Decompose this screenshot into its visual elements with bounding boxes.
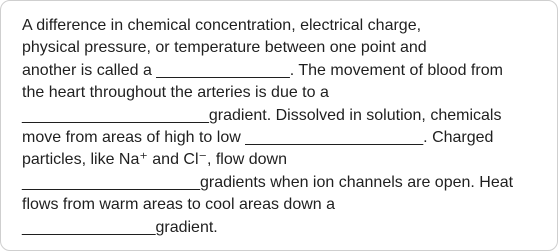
question-line-4: the heart throughout the arteries is due to a <box>22 84 329 102</box>
question-line-10: _______________gradient. <box>22 218 218 236</box>
question-line-1: A difference in chemical concentration, electrical charge, <box>22 17 422 34</box>
question-line-8: ____________________gradients when ion channels are open. Heat <box>22 173 514 191</box>
question-line-9: flows from warm areas to cool areas down a <box>22 196 336 214</box>
question-line-3: another is called a _______________. The movement of blood from <box>22 61 503 79</box>
question-line-6: move from areas of high to low ____________________. Charged <box>22 129 494 147</box>
question-line-7: particles, like Na⁺ and Cl⁻, flow down <box>22 151 287 169</box>
question-line-5: _____________________gradient. Dissolved in solution, chemicals <box>22 106 502 124</box>
question-text <box>22 15 542 239</box>
question-line-2: physical pressure, or temperature between one point and <box>22 39 427 57</box>
